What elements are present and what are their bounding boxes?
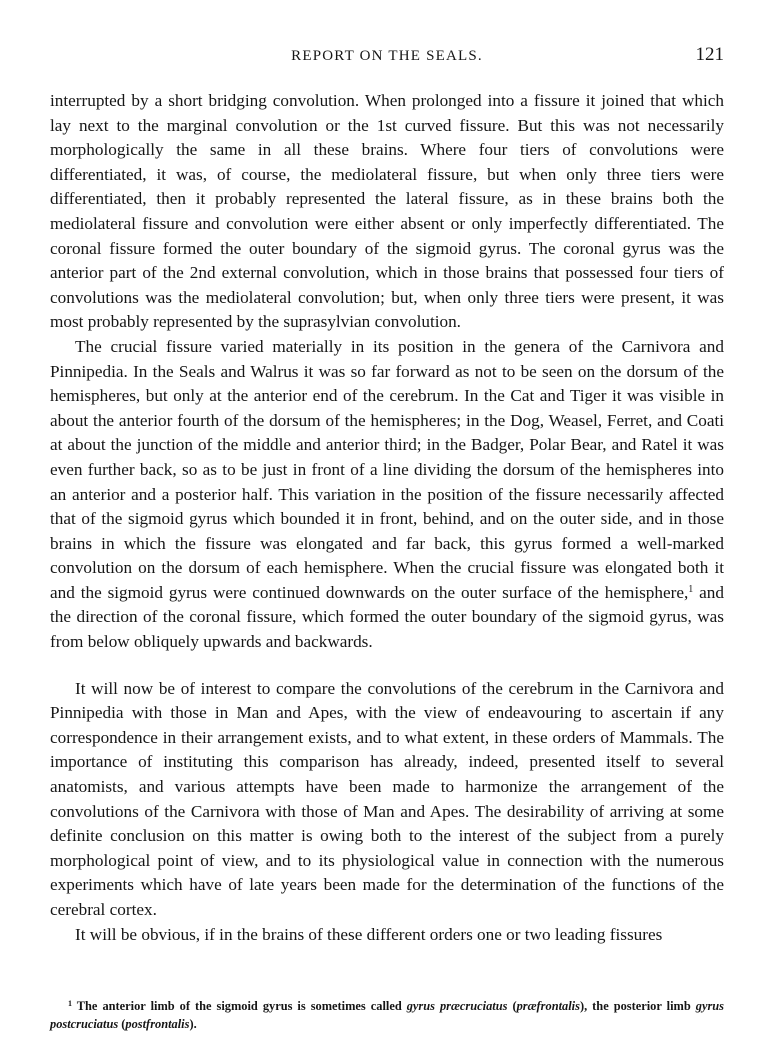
paragraph-text: and the direction of the coronal fissure, which formed the outer boundary of the sigmoid gyrus, was from below obliquely upwards and backwards. (50, 582, 724, 652)
footnote-term: postfrontalis (125, 1017, 190, 1031)
paragraph-crucial-fissure (50, 335, 724, 655)
paragraph-comparison: It will now be of interest to compare the convolutions of the cerebrum in the Carnivora and Pinnipedia with those in Man and Apes, with the view of endeavouring to ascertain if any correspondence in their arrangement exists, and to what extent, in these orders of Mammals. The importance of instituting this comparison has already, indeed, presented itself to several anatomists, and various attempts have been made to harmonize the arrangement of the convolutions of the Carnivora with those of Man and Apes. The desirability of arriving at some definite conclusion on this matter is owing both to the interest of the subject from a purely morphological point of view, and to its physiological value in connection with the numerous experiments which have of late years been made for the determination of the functions of the cerebral cortex. (50, 678, 724, 919)
footnote-text: ( (507, 999, 517, 1013)
paragraph-leading-fissures: It will be obvious, if in the brains of these different orders one or two leading fissures (75, 924, 663, 944)
paragraph-text: The crucial fissure varied materially in its position in the genera of the Carnivora and Pinnipedia. In the Seals and Walrus it was so far forward as not to be seen on the dorsum of the hemispheres, but only at the anterior end of the cerebrum. In the Cat and Tiger it was visible in about the anterior fourth of the dorsum of the hemispheres; in the Dog, Weasel, Ferret, and Coati at about the junction of the middle and anterior third; in the Badger, Polar Bear, and Ratel it was even further back, so as to be just in front of a line dividing the dorsum of the hemispheres into an anterior and a posterior half. This variation in the position of the fissure necessarily affected that of the sigmoid gyrus which bounded it in front, behind, and on the outer side, and in those brains in which the fissure was elongated and far back, this gyrus formed a well-marked convolution on the dorsum of each hemisphere. When the crucial fissure was elongated both it and the sigmoid gyrus were continued downwards on the outer surface of the hemisphere, (50, 336, 724, 602)
footnote-reference: 1 (688, 583, 694, 595)
footnote-text: ). (189, 1017, 197, 1031)
footnote-text: ( (118, 1017, 126, 1031)
footnote-text: The anterior limb of the sigmoid gyrus is sometimes called (72, 999, 407, 1013)
paragraph-continued: interrupted by a short bridging convolution. When prolonged into a fissure it joined that which lay next to the marginal convolution or the 1st curved fissure. But this was not necessarily morphologically the same in all these brains. Where four tiers of convolutions were differentiated, it was, of course, the mediolateral fissure, but when only three tiers were differentiated, then it probably represented the lateral fissure, as in these brains both the mediolateral fissure and convolution were either absent or only imperfectly differentiated. The coronal fissure formed the outer boundary of the sigmoid gyrus. The coronal gyrus was the anterior part of the 2nd external convolution, which in those brains that possessed four tiers of convolutions was the mediolateral convolution; but, when only three tiers were present, it was most probably represented by the suprasylvian convolution. (50, 91, 724, 332)
footnote-text: ), the posterior limb (579, 999, 696, 1013)
body-text (50, 89, 724, 947)
running-title: REPORT ON THE SEALS. (291, 48, 483, 64)
footnote-marker: 1 (68, 999, 72, 1008)
footnote-term: gyrus præcruciatus (406, 999, 508, 1013)
page-number: 121 (695, 44, 724, 65)
footnote-term: gyrus postcruciatus (50, 999, 724, 1031)
footnote (50, 997, 724, 1033)
footnote-term: præfrontalis (516, 999, 580, 1013)
running-header (50, 44, 724, 68)
